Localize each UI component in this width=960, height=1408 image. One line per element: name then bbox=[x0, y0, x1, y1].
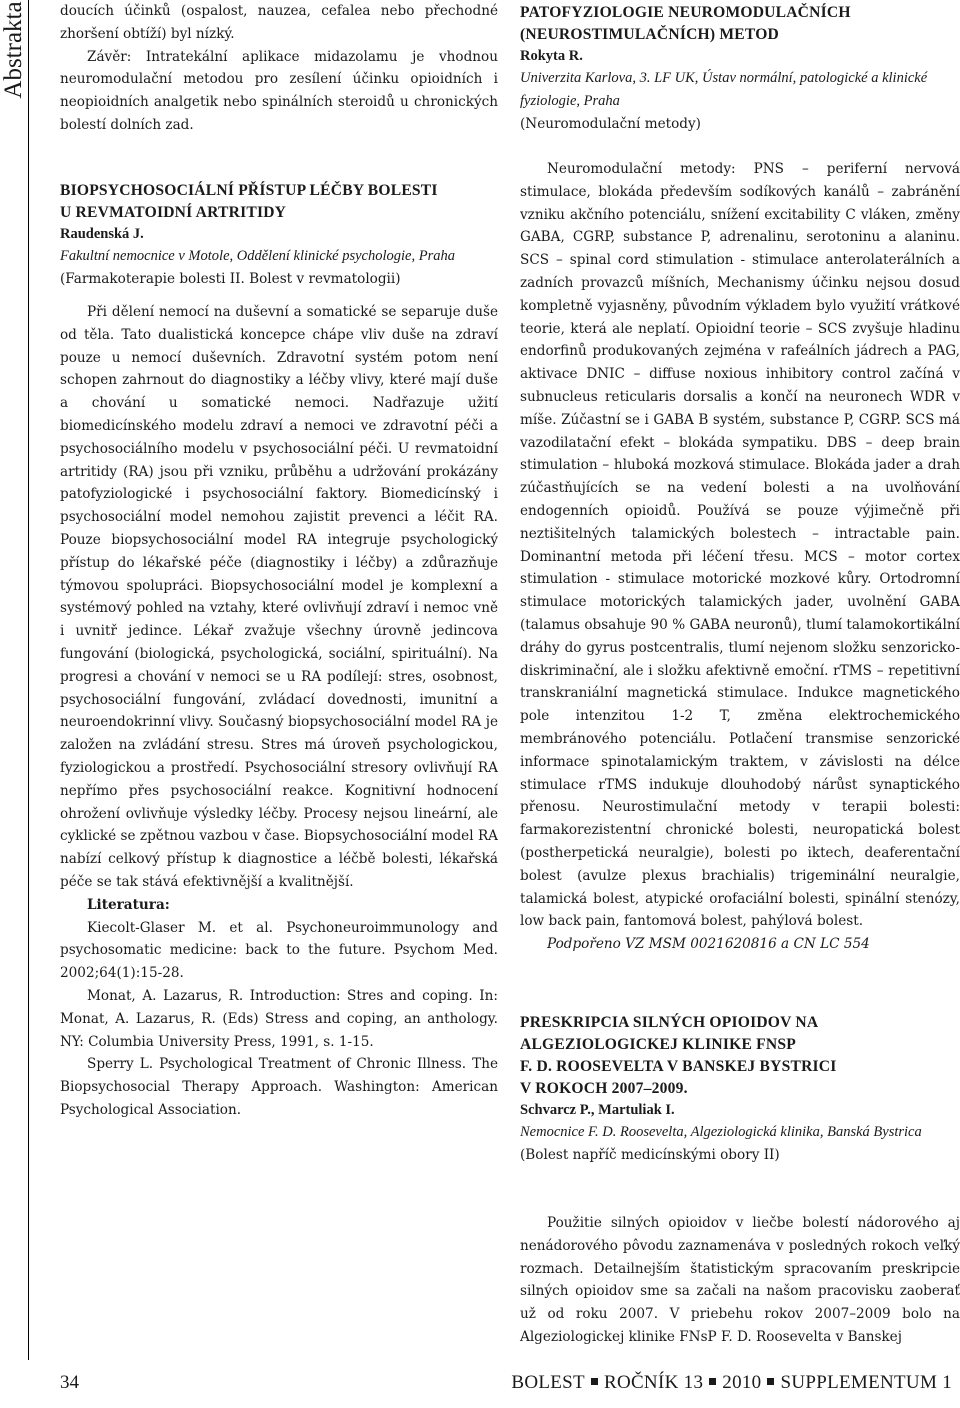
journal-name: BOLEST bbox=[511, 1372, 585, 1393]
abstract-authors: Schvarcz P., Martuliak I. bbox=[520, 1102, 675, 1118]
journal-supplement: SUPPLEMENTUM 1 bbox=[780, 1372, 952, 1393]
abstract-section: (Farmakoterapie bolesti II. Bolest v revmatologii) bbox=[60, 271, 401, 287]
separator-square-icon bbox=[709, 1378, 716, 1385]
reference-item: Sperry L. Psychological Treatment of Chronic Illness. The Biopsychosocial Therapy Approach. Washington: American Psychological Association. bbox=[60, 1056, 498, 1118]
side-tab bbox=[0, 0, 29, 1360]
abstract-body: Použitie silných opioidov v liečbe bolestí nádorového aj nenádorového pôvodu zaznamenáva v posledných rokoch veľký rozmach. Detailnejším štatistickým spracovaním preskripcie silných opioidov sme sa začali na našom pracovisku zaoberať už od roku 2007. V priebehu rokov 2007–2009 bolo na Algeziologickej klinike FNsP F. D. Roosevelta v Banskej bbox=[520, 1215, 960, 1345]
abstract-authors: Raudenská J. bbox=[60, 226, 144, 242]
previous-abstract-end bbox=[60, 0, 498, 137]
abstract-neuromodulation bbox=[520, 2, 960, 136]
abstract-body: Neuromodulační metody: PNS – periferní nervová stimulace, blokáda především sodíkových kanálů – zabránění vzniku akčního potenciálu, snížení excitability C vláken, změny GABA, CGRP, substance P, adrenalinu, serotoninu a alaninu. SCS – spinal cord stimulation - stimulace anterolaterálních a zadních provazců míšních, Mechanismy účinku nejsou dosud kompletně vyjasněny, původním výkladem bylo využití vrátkové teorie, která ale neplatí. Opioidní teorie – SCS zvyšuje hladinu endorfinů produkovaných zejména v rafeálních jádrech a PAG, aktivace DNIC – diffuse noxious inhibitory control začíná v subnucleus reticularis dorsalis a končí na neuronech WDR v míše. Zúčastní se i GABA B systém, substance P, CGRP. SCS má vazodilatační efekt – blokáda sympatiku. DBS – deep brain stimulation – hluboká mozková stimulace. Blokáda jader a drah zúčastňujících se na vedení bolesti a na uvolňování endogenních opioidů. Používá se pouze výjimečně při neztišitelných talamických bolestech – intractable pain. Dominantní metoda při léčení třesu. MCS – motor cortex stimulation - stimulace motorické mozkové kůry. Ortodromní stimulace motorických talamických jader, uvolnění GABA (talamus obsahuje 90 % GABA neuronů), tlumí talamokortikální dráhy do gyrus postcentralis, tlumí nejenom složku senzoricko-diskriminační, ale i složku afektivně emoční. rTMS – repetitivní transkraniální magnetická stimulace. Indukce magnetického pole intenzitou 1-2 T, změna elektrochemického membránového potenciálu. Potlačení transmise senzorické informace spinotalamickým traktem, v závislosti na délce stimulace rTMS indukuje dlouhodobý nárůst synaptického přenosu. Neurostimulační metody v terapii bolesti: farmakorezistentní chronické bolesti, neuropatická bolest (postherpetická neuralgie), bolesti po iktech, deaferentační bolest (avulze plexus brachialis) trigeminální neuralgie, talamická bolest, atypické orofaciální bolesti, spinální stenózy, low back pain, fantomová bolest, pahýlová bolest. bbox=[520, 161, 960, 930]
abstract-neuromodulation-body bbox=[520, 158, 960, 956]
abstract-biopsychosocial bbox=[60, 180, 498, 1122]
funding-note: Podpořeno VZ MSM 0021620816 a CN LC 554 bbox=[547, 936, 870, 953]
reference-item: Kiecolt-Glaser M. et al. Psychoneuroimmunology and psychosomatic medicine: back to the future. Psychom Med. 2002;64(1):15-28. bbox=[60, 919, 498, 982]
prev-conclusion: Závěr: Intratekální aplikace midazolamu je vhodnou neuromodulační metodou pro zesílení účinku opioidních i neopioidních analgetik nebo spinálních steroidů u chronických bolestí dolních zad. bbox=[60, 48, 498, 133]
abstract-body: Při dělení nemocí na duševní a somatické se separuje duše od těla. Tato dualistická koncepce chápe vliv duše na zdraví pouze u nemocí duševních. Zdravotní systém potom není schopen zahrnout do diagnostiky a léčby vlivy, které mají duše a chování u somatické nemoci. Nadřazuje užití biomedicínského modelu zdraví a nemoci ve zdravotní péči a psychosociálního modelu v psychosociální péči. U revmatoidní artritidy (RA) jsou při vzniku, průběhu a udržování prokázány patofyziologické i psychosociální faktory. Biomedicínský i psychosociální model nemohou zajistit prevenci a léčit RA. Pouze biopsychosociální model RA integruje psychologický přístup do lékařské péče (diagnostiky i léčby) a zdůrazňuje týmovou spolupráci. Biopsychosociální model je komplexní a systémový pohled na vztahy, které ovlivňují zdraví i nemoc vně i uvnitř jedince. Lékař zvažuje všechny úrovně jedincova fungování (biologická, psychologická, sociální, spirituální). Na progresi a chování v nemoci se u RA podílejí: stres, osobnost, psychosociální fungování, zvládací dovednosti, imunitní a neuroendokrinní vlivy. Současný biopsychosociální model RA je založen na zvládání stresu. Stres má úroveň psychologickou, fyziologickou a prostředí. Psychosociální stresory ovlivňují RA nepřímo přes psychosociální reakce. Kognitivní hodnocení ohrožení ovlivňuje výsledky léčby. Procesy nejsou lineární, ale cyklické se zpětnou vazbou v čase. Biopsychosociální model RA nabízí celkový přístup k diagnostice a léčbě bolesti, lékařská péče se tak stává efektivnější a kvalitnější. bbox=[60, 304, 498, 890]
abstract-affiliation: Fakultní nemocnice v Motole, Oddělení klinické psychologie, Praha bbox=[60, 248, 455, 264]
abstract-opioids-body bbox=[520, 1212, 960, 1349]
separator-square-icon bbox=[591, 1378, 598, 1385]
abstract-affiliation: Nemocnice F. D. Roosevelta, Algeziologická klinika, Banská Bystrica bbox=[520, 1124, 922, 1140]
abstract-title: PATOFYZIOLOGIE NEUROMODULAČNÍCH (NEUROSTIMULAČNÍCH) METOD bbox=[520, 4, 851, 43]
abstract-section: (Neuromodulační metody) bbox=[520, 116, 701, 132]
journal-volume: ROČNÍK 13 bbox=[603, 1372, 704, 1393]
prev-paragraph: doucích účinků (ospalost, nauzea, cefalea nebo přechodné zhoršení obtíží) byl nízký. bbox=[60, 3, 498, 42]
abstract-section: (Bolest napříč medicínskými obory II) bbox=[520, 1147, 780, 1163]
reference-item: Monat, A. Lazarus, R. Introduction: Stres and coping. In: Monat, A. Lazarus, R. (Eds) Stress and coping, an anthology. NY: Columbia University Press, 1991, s. 1-15. bbox=[60, 987, 498, 1050]
side-tab-label: Abstrakta bbox=[0, 1, 27, 99]
separator-square-icon bbox=[767, 1378, 774, 1385]
literature-heading: Literatura: bbox=[87, 896, 170, 913]
journal-year: 2010 bbox=[722, 1372, 762, 1393]
abstract-opioids bbox=[520, 1012, 960, 1167]
abstract-title: BIOPSYCHOSOCIÁLNÍ PŘÍSTUP LÉČBY BOLESTI U REVMATOIDNÍ ARTRITIDY bbox=[60, 182, 438, 221]
abstract-affiliation: Univerzita Karlova, 3. LF UK, Ústav normální, patologické a klinické fyziologie, Praha bbox=[520, 70, 928, 109]
abstract-title: PRESKRIPCIA SILNÝCH OPIOIDOV NA ALGEZIOLOGICKEJ KLINIKE FNSP F. D. ROOSEVELTA V BANSKEJ BYSTRICI V ROKOCH 2007–2009. bbox=[520, 1014, 837, 1097]
abstract-authors: Rokyta R. bbox=[520, 48, 583, 64]
page-number: 34 bbox=[60, 1372, 79, 1393]
journal-footer bbox=[511, 1372, 952, 1394]
